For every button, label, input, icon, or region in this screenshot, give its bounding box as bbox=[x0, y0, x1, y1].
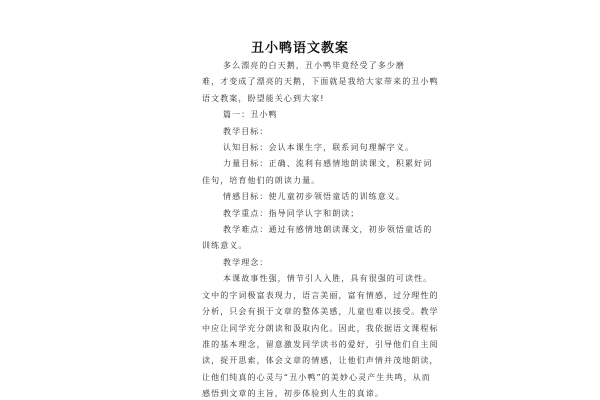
paragraph-line: 多么漂亮的白天鹅，丑小鸭毕竟经受了多少磨 bbox=[223, 61, 405, 70]
paragraph-line: 语文教案，盼望能关心到大家! bbox=[202, 93, 325, 103]
document-body bbox=[202, 58, 439, 400]
section-heading: 篇一：丑小鸭 bbox=[223, 110, 278, 120]
paragraph-line: 教学难点：通过有感情地朗读课文，初步领悟童话的 bbox=[223, 225, 433, 235]
paragraph-line: 力量目标：正确、流利有感情地朗读课文，积累好词 bbox=[223, 159, 433, 169]
paragraph-line: 难，才变成了漂亮的天鹅，下面就是我给大家带来的丑小鸭 bbox=[202, 77, 439, 87]
paragraph-line: 情感目标：使儿童初步领悟童话的训练意义。 bbox=[223, 192, 405, 202]
paragraph-line: 让他们纯真的心灵与“丑小鸭”的美妙心灵产生共鸣，从而 bbox=[202, 372, 431, 382]
paragraph-line: 认知目标：会认本课生字，联系词句理解字义。 bbox=[223, 143, 415, 153]
subsection-heading: 教学目标： bbox=[223, 126, 269, 136]
paragraph-line: 准的基本理念，留意激发同学读书的爱好，引导他们自主阅 bbox=[202, 339, 439, 349]
paragraph-line: 感悟到文章的主旨，初步体验到人生的真谛。 bbox=[202, 389, 384, 399]
subsection-heading: 教学理念： bbox=[223, 257, 269, 267]
paragraph-line: 读，捉开思索，体会文章的情感，让他们声情并茂地朗读， bbox=[202, 356, 439, 366]
paragraph-line: 教学重点：指导同学认字和朗读； bbox=[223, 208, 360, 218]
paragraph-line: 佳句，培育他们的朗读力量。 bbox=[202, 175, 321, 185]
paragraph-line: 文中的字词极富表现力，语言美丽，富有情感，过分理性的 bbox=[202, 290, 439, 300]
document-title: 丑小鸭语文教案 bbox=[250, 41, 349, 56]
paragraph-line: 分析，只会有损于文章的整体美感，儿童也难以接受。教学 bbox=[202, 307, 439, 317]
paragraph-line: 本课故事性强，情节引人入胜，具有很强的可读性。 bbox=[223, 274, 433, 284]
paragraph-line: 中应让同学充分朗读和汲取内化。因此，我依据语文课程标 bbox=[202, 323, 439, 333]
paragraph-line: 训练意义。 bbox=[202, 241, 248, 251]
